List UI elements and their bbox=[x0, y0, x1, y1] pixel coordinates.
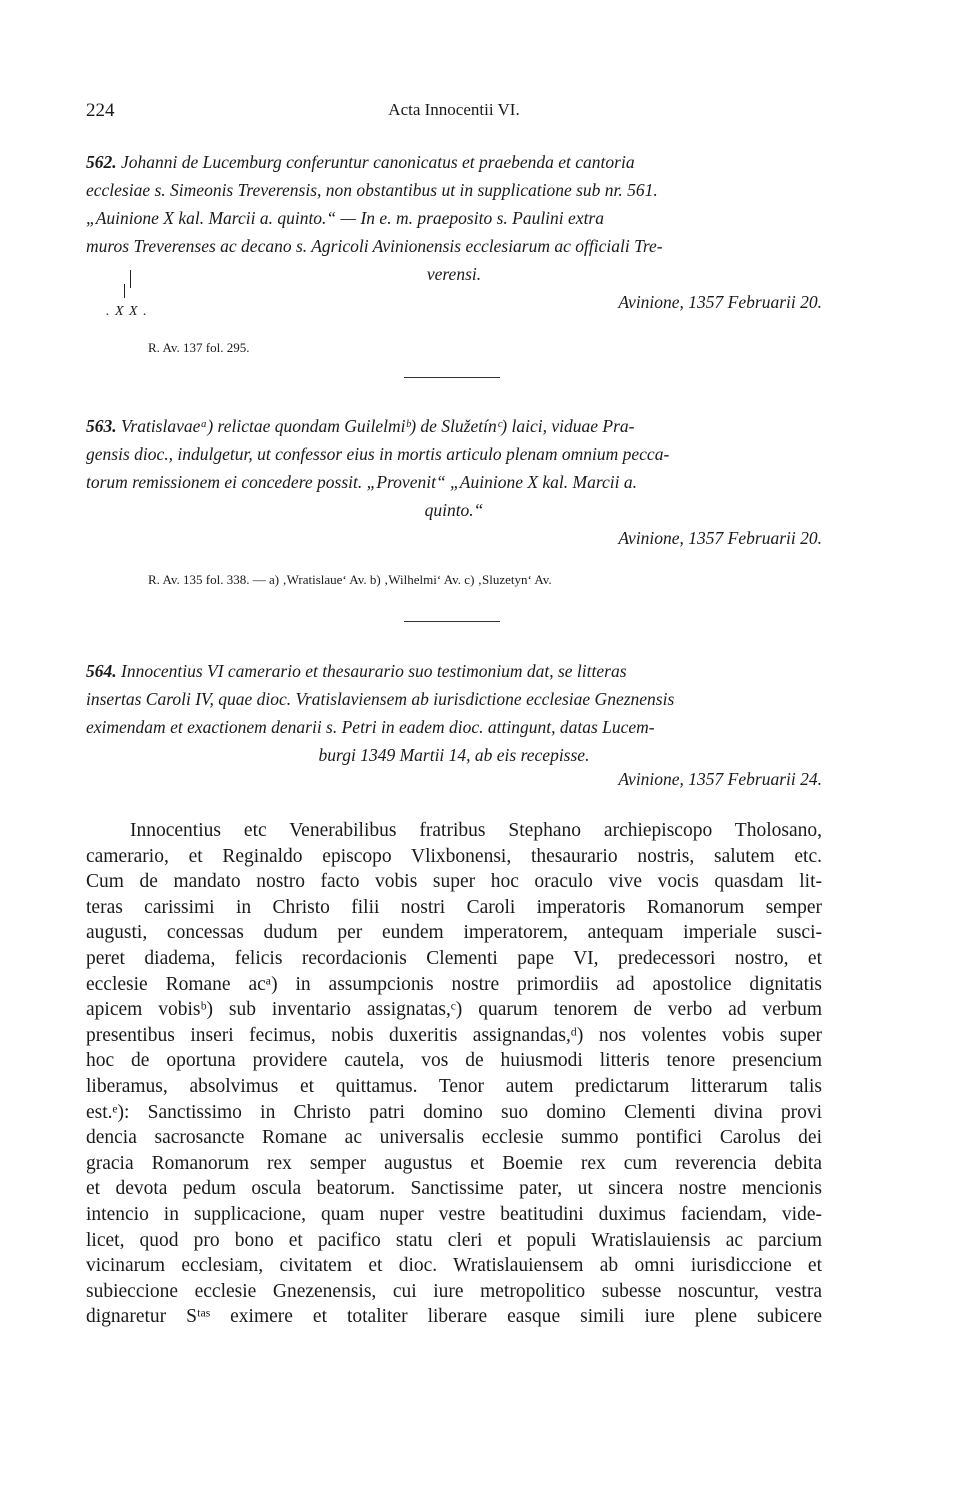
entry-562-line-4: muros Treverenses ac decano s. Agricoli Avinionensis ecclesiarum ac officiali Tre- bbox=[86, 236, 663, 256]
body-line: hoc de oportuna providere cautela, vos de huiusmodi litteris tenore presencium bbox=[86, 1050, 822, 1072]
body-line: presentibus inseri fecimus, nobis duxeritis assignandas,ᵈ) nos volentes vobis super bbox=[86, 1024, 822, 1046]
entry-562-line-5: verensi. bbox=[426, 264, 482, 284]
entry-562-number: 562. bbox=[86, 152, 117, 172]
running-title: Acta Innocentii VI. bbox=[388, 100, 520, 119]
body-line: apicem vobisᵇ) sub inventario assignatas,ᶜ) quarum tenorem de verbo ad verbum bbox=[86, 999, 822, 1021]
body-line: et devota pedum oscula beatorum. Sanctissime pater, ut sincera nostre mencionis bbox=[86, 1178, 822, 1200]
body-line: est.ᵉ): Sanctissimo in Christo patri domino suo domino Clementi divina provi bbox=[86, 1101, 822, 1123]
entry-564-regest bbox=[86, 657, 822, 769]
entry-564-number: 564. bbox=[86, 661, 117, 681]
entry-563-line-4: quinto.“ bbox=[424, 500, 484, 520]
entry-562-regest bbox=[86, 148, 822, 288]
entry-562-line-3: „Auinione X kal. Marcii a. quinto.“ — In e. m. praeposito s. Paulini extra bbox=[86, 208, 604, 228]
body-line: gracia Romanorum rex semper augustus et Boemie rex cum reverencia debita bbox=[86, 1152, 822, 1174]
body-line: Cum de mandato nostro facto vobis super hoc oraculo vive vocis quasdam lit- bbox=[86, 871, 822, 893]
body-line: subieccione ecclesie Gnezenensis, cui iure metropolitico subesse noscuntur, vestra bbox=[86, 1280, 822, 1302]
body-line: vicinarum ecclesiam, civitatem et dioc. Wratislauiensem ab omni iurisdiccione et bbox=[86, 1255, 822, 1277]
entry-562-date: Avinione, 1357 Februarii 20. bbox=[618, 292, 822, 312]
body-line: teras carissimi in Christo filii nostri Caroli imperatoris Romanorum semper bbox=[86, 896, 822, 918]
entry-564-line-1: 564. Innocentius VI camerario et thesaurario suo testimonium dat, se litteras bbox=[86, 661, 627, 681]
entry-564-line-2: insertas Caroli IV, quae dioc. Vratislaviensem ab iurisdictione ecclesiae Gneznensis bbox=[86, 689, 675, 709]
entry-564-date: Avinione, 1357 Februarii 24. bbox=[618, 769, 822, 789]
body-line: Innocentius etc Venerabilibus fratribus Stephano archiepiscopo Tholosano, bbox=[130, 820, 822, 841]
entry-563-number: 563. bbox=[86, 416, 117, 436]
entry-562-source: R. Av. 137 fol. 295. bbox=[148, 340, 250, 355]
entry-563-line-1: 563. Vratislavaeᵃ) relictae quondam Guilelmiᵇ) de Služetínᶜ) laici, viduae Pra- bbox=[86, 416, 635, 436]
body-line: licet, quod pro bono et pacifico statu cleri et populi Wratislauiensis ac parcium bbox=[86, 1229, 822, 1251]
body-line: intencio in supplicacione, quam nuper vestre beatitudini duximus faciendam, vide- bbox=[86, 1203, 822, 1225]
entry-563-line-3: torum remissionem ei concedere possit. „Provenit“ „Auinione X kal. Marcii a. bbox=[86, 472, 638, 492]
page-number: 224 bbox=[86, 100, 115, 121]
body-line: camerario, et Reginaldo episcopo Vlixbonensi, thesaurario nostris, salutem etc. bbox=[86, 845, 822, 867]
body-line: liberamus, absolvimus et quittamus. Tenor autem predictarum litterarum talis bbox=[86, 1075, 822, 1097]
margin-note-text: . X X . bbox=[106, 304, 148, 319]
entry-564-line-4: burgi 1349 Martii 14, ab eis recepisse. bbox=[318, 745, 590, 765]
body-line: augusti, concessas dudum per eundem imperatorem, antequam imperiale susci- bbox=[86, 922, 822, 944]
entry-563-regest bbox=[86, 412, 822, 524]
body-line: dignaretur Sᵗᵃˢ eximere et totaliter liberare easque simili iure plene subicere bbox=[86, 1306, 822, 1328]
divider-rule bbox=[404, 621, 500, 622]
entry-562-line-1: 562. Johanni de Lucemburg conferuntur canonicatus et praebenda et cantoria bbox=[86, 152, 635, 172]
entry-563-date: Avinione, 1357 Februarii 20. bbox=[618, 528, 822, 548]
entry-562-line-2: ecclesiae s. Simeonis Treverensis, non obstantibus ut in supplicatione sub nr. 561. bbox=[86, 180, 658, 200]
page-header bbox=[86, 100, 822, 126]
divider-rule bbox=[404, 377, 500, 378]
entry-563-source: R. Av. 135 fol. 338. — a) ‚Wratislaue‘ Av. b) ‚Wilhelmi‘ Av. c) ‚Sluzetyn‘ Av. bbox=[148, 572, 552, 587]
body-line: ecclesie Romane acᵃ) in assumpcionis nostre primordiis ad apostolice dignitatis bbox=[86, 973, 822, 995]
body-line: dencia sacrosancte Romane ac universalis ecclesie summo pontifici Carolus dei bbox=[86, 1127, 822, 1149]
entry-563-line-2: gensis dioc., indulgetur, ut confessor eius in mortis articulo plenam omnium pecca- bbox=[86, 444, 670, 464]
letter-body bbox=[86, 818, 822, 1330]
entry-564-line-3: eximendam et exactionem denarii s. Petri in eadem dioc. attingunt, datas Lucem- bbox=[86, 717, 655, 737]
body-line: peret diadema, felicis recordacionis Clementi pape VI, predecessori nostro, et bbox=[86, 947, 822, 969]
